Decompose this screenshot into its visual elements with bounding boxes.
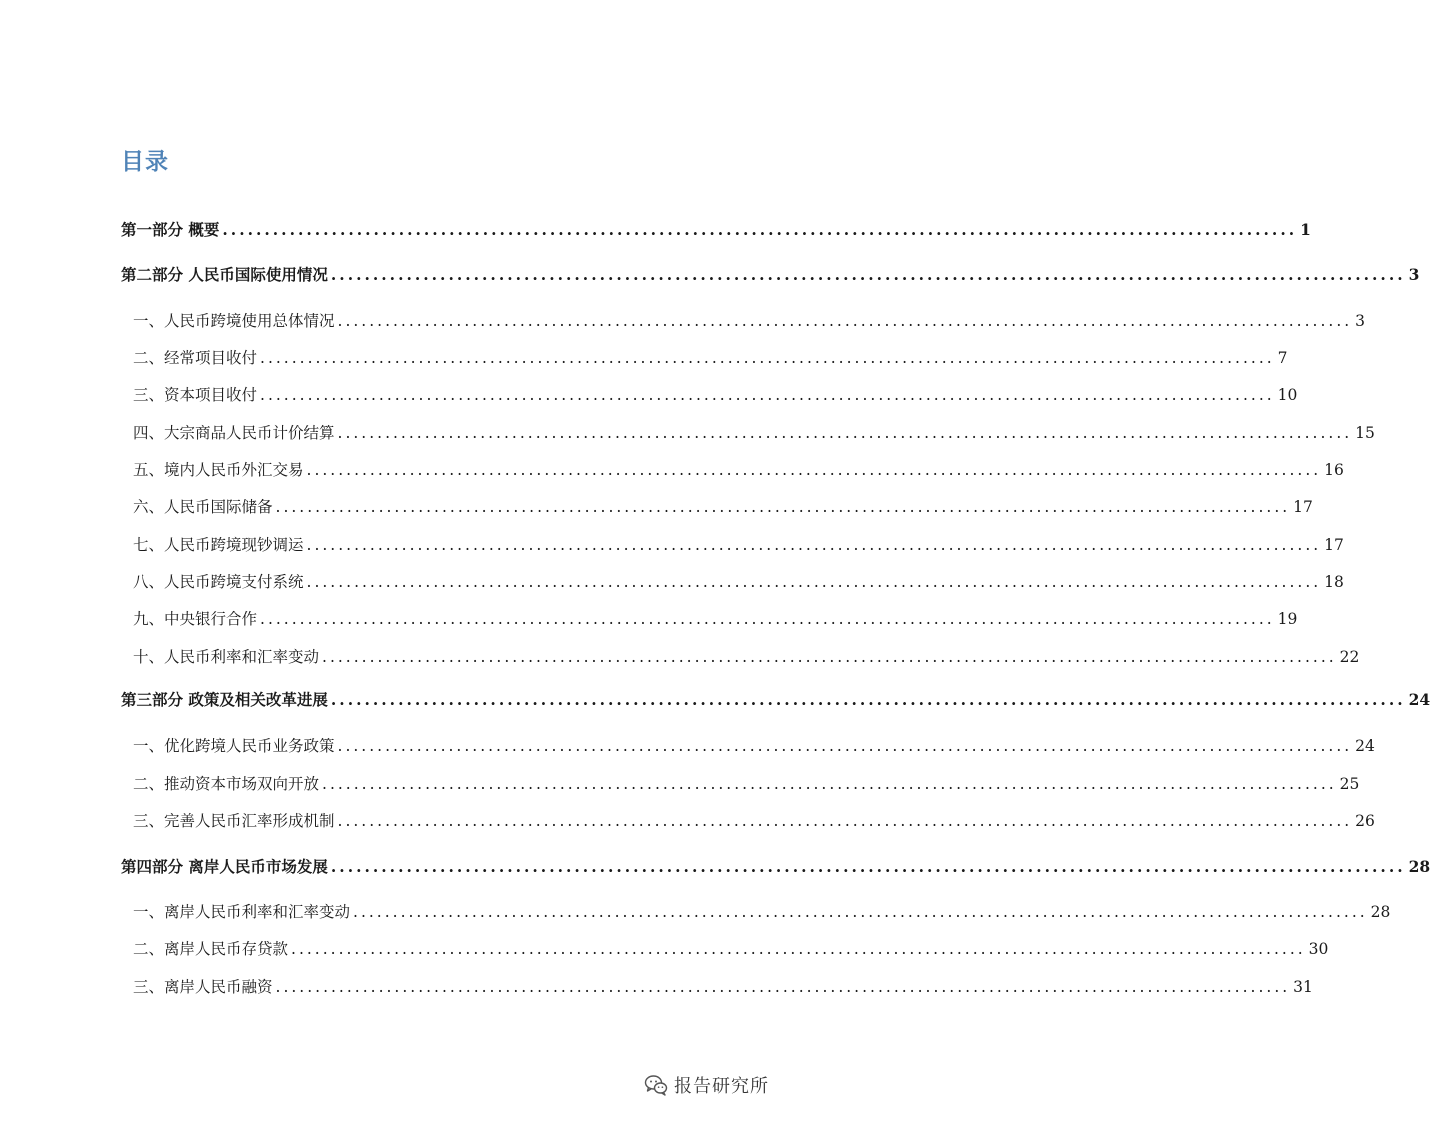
toc-entry-sub[interactable]	[0, 417, 1375, 443]
toc-title: 目录	[121, 149, 169, 175]
toc-entry-label: 三、资本项目收付	[133, 386, 258, 404]
toc-entry-sub[interactable]	[0, 768, 1360, 794]
toc-entry-page: 31	[1293, 978, 1313, 996]
toc-entry-sub[interactable]	[0, 641, 1360, 667]
toc-entry-sub[interactable]	[0, 603, 1298, 629]
toc-entry-label: 一、人民币跨境使用总体情况	[133, 312, 335, 330]
toc-entry-page: 17	[1293, 498, 1313, 516]
toc-entry-page: 18	[1324, 573, 1344, 591]
toc-entry-sub[interactable]	[0, 379, 1298, 405]
toc-entry-page: 10	[1277, 386, 1298, 404]
toc-entry-label: 第四部分 离岸人民币市场发展	[121, 857, 328, 876]
toc-leader-dots: ................................................................................................................................	[330, 265, 1406, 284]
toc-entry-sub[interactable]	[0, 342, 1288, 368]
toc-entry-page: 16	[1324, 461, 1344, 479]
toc-entry-page: 3	[1355, 312, 1366, 330]
toc-leader-dots: ................................................................................................................................	[337, 812, 1353, 830]
toc-leader-dots: ................................................................................................................................	[260, 610, 1275, 628]
toc-leader-dots: ................................................................................................................................	[337, 312, 1353, 330]
toc-leader-dots: ................................................................................................................................	[260, 386, 1275, 404]
toc-entry-sub[interactable]	[0, 305, 1366, 331]
toc-leader-dots: ................................................................................................................................	[306, 573, 1322, 591]
toc-entry-label: 八、人民币跨境支付系统	[133, 573, 304, 591]
toc-entry-sub[interactable]	[0, 805, 1375, 831]
toc-entry-sub[interactable]	[0, 454, 1344, 480]
toc-leader-dots: ................................................................................................................................	[337, 424, 1353, 442]
toc-entry-page: 28	[1408, 857, 1430, 876]
toc-entry-label: 三、离岸人民币融资	[133, 978, 273, 996]
toc-entry-part-4[interactable]	[0, 851, 1430, 877]
toc-entry-sub[interactable]	[0, 529, 1344, 555]
toc-entry-label: 第二部分 人民币国际使用情况	[121, 265, 328, 284]
toc-entry-page: 1	[1300, 220, 1311, 239]
toc-entry-page: 24	[1355, 737, 1375, 755]
toc-entry-sub[interactable]	[0, 730, 1375, 756]
toc-leader-dots: ................................................................................................................................	[291, 940, 1306, 958]
toc-entry-label: 十、人民币利率和汇率变动	[133, 648, 320, 666]
toc-leader-dots: ................................................................................................................................	[353, 903, 1368, 921]
toc-entry-label: 七、人民币跨境现钞调运	[133, 536, 304, 554]
toc-leader-dots: ................................................................................................................................	[330, 857, 1406, 876]
toc-leader-dots: ................................................................................................................................	[275, 498, 1291, 516]
toc-leader-dots: ................................................................................................................................	[260, 349, 1275, 367]
toc-entry-label: 一、离岸人民币利率和汇率变动	[133, 903, 351, 921]
toc-entry-page: 26	[1355, 812, 1375, 830]
toc-entry-page: 28	[1370, 903, 1391, 921]
toc-entry-label: 九、中央银行合作	[133, 610, 258, 628]
toc-entry-page: 24	[1408, 690, 1430, 709]
toc-leader-dots: ................................................................................................................................	[306, 461, 1322, 479]
toc-entry-label: 一、优化跨境人民币业务政策	[133, 737, 335, 755]
toc-leader-dots: ................................................................................................................................	[322, 648, 1337, 666]
toc-leader-dots: ................................................................................................................................	[337, 737, 1353, 755]
toc-entry-sub[interactable]	[0, 566, 1344, 592]
toc-entry-part-2[interactable]	[0, 259, 1420, 285]
wechat-icon	[644, 1074, 668, 1096]
toc-leader-dots: ................................................................................................................................	[322, 775, 1337, 793]
watermark-text: 报告研究所	[674, 1076, 769, 1097]
toc-entry-page: 17	[1324, 536, 1344, 554]
toc-leader-dots: ................................................................................................................................	[306, 536, 1322, 554]
toc-entry-part-3[interactable]	[0, 684, 1430, 710]
toc-entry-sub[interactable]	[0, 896, 1391, 922]
watermark	[644, 1072, 769, 1098]
toc-entry-page: 25	[1339, 775, 1360, 793]
toc-entry-page: 15	[1355, 424, 1375, 442]
toc-leader-dots: ................................................................................................................................	[330, 690, 1406, 709]
toc-leader-dots: ................................................................................................................................	[222, 220, 1298, 239]
toc-entry-label: 第三部分 政策及相关改革进展	[121, 690, 328, 709]
toc-entry-page: 7	[1277, 349, 1288, 367]
toc-entry-label: 三、完善人民币汇率形成机制	[133, 812, 335, 830]
toc-entry-sub[interactable]	[0, 491, 1313, 517]
toc-entry-label: 二、推动资本市场双向开放	[133, 775, 320, 793]
toc-entry-label: 六、人民币国际储备	[133, 498, 273, 516]
toc-entry-part-1[interactable]	[0, 214, 1311, 240]
toc-entry-page: 30	[1308, 940, 1329, 958]
toc-entry-page: 22	[1339, 648, 1360, 666]
toc-leader-dots: ................................................................................................................................	[275, 978, 1291, 996]
toc-entry-label: 五、境内人民币外汇交易	[133, 461, 304, 479]
toc-entry-label: 二、离岸人民币存贷款	[133, 940, 289, 958]
toc-entry-page: 19	[1277, 610, 1298, 628]
toc-entry-sub[interactable]	[0, 933, 1329, 959]
toc-entry-page: 3	[1408, 265, 1420, 284]
toc-entry-label: 四、大宗商品人民币计价结算	[133, 424, 335, 442]
toc-entry-label: 二、经常项目收付	[133, 349, 258, 367]
toc-entry-label: 第一部分 概要	[121, 220, 220, 239]
toc-entry-sub[interactable]	[0, 971, 1313, 997]
